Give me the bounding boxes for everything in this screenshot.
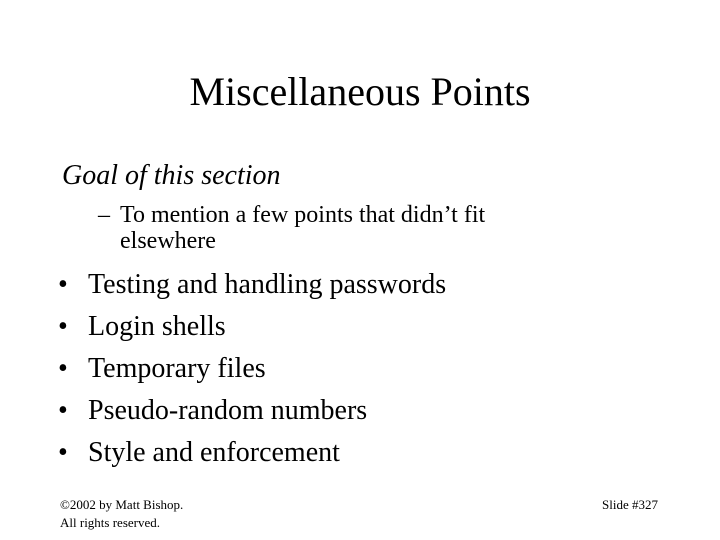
goal-heading: Goal of this section — [62, 160, 281, 191]
dash-marker: – — [98, 202, 110, 228]
copyright-line: ©2002 by Matt Bishop. — [60, 497, 184, 512]
bullet-item — [58, 264, 446, 306]
bullet-item — [58, 348, 446, 390]
bullet-icon: • — [58, 437, 68, 468]
bullet-list — [58, 264, 446, 474]
bullet-text: Pseudo-random numbers — [88, 395, 368, 426]
slide-number: Slide #327 — [602, 497, 658, 512]
bullet-icon: • — [58, 395, 68, 426]
bullet-text: Testing and handling passwords — [88, 269, 447, 300]
bullet-icon: • — [58, 269, 68, 300]
bullet-text: Style and enforcement — [88, 437, 340, 468]
bullet-item — [58, 432, 446, 474]
slide-title: Miscellaneous Points — [189, 69, 531, 114]
copyright-notice — [60, 496, 183, 532]
sub-point — [98, 202, 568, 254]
bullet-text: Temporary files — [88, 353, 266, 384]
bullet-item — [58, 390, 446, 432]
rights-line: All rights reserved. — [60, 515, 161, 530]
bullet-text: Login shells — [88, 311, 226, 342]
bullet-item — [58, 306, 446, 348]
sub-point-text: To mention a few points that didn’t fit elsewhere — [120, 202, 486, 254]
bullet-icon: • — [58, 311, 68, 342]
bullet-icon: • — [58, 353, 68, 384]
